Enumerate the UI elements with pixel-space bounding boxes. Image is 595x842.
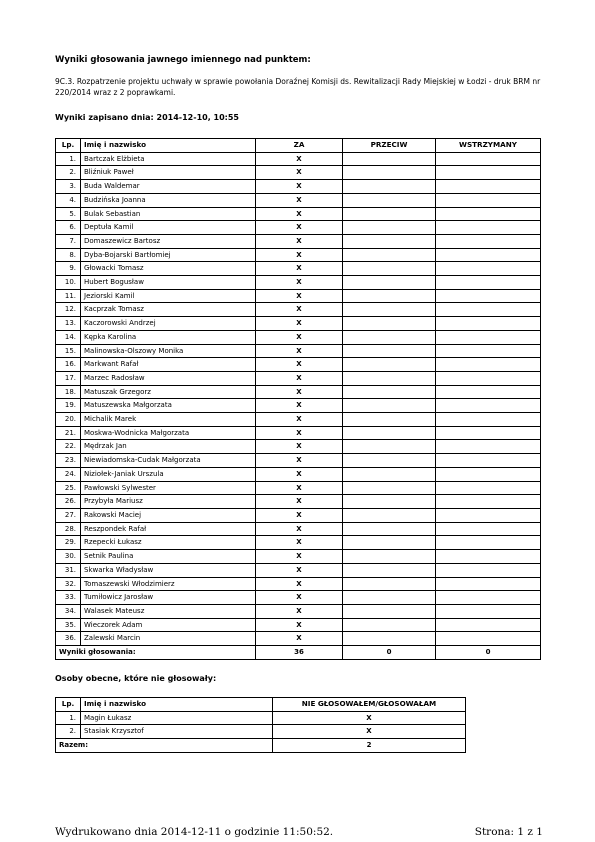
table-row	[56, 303, 541, 317]
row-wstrzymany	[436, 262, 541, 276]
row-przeciw	[343, 385, 436, 399]
row-lp: 13.	[56, 317, 81, 331]
table-row	[56, 166, 541, 180]
row-za-mark: X	[256, 371, 343, 385]
row-za-mark: X	[256, 385, 343, 399]
table-row	[56, 467, 541, 481]
row-wstrzymany	[436, 481, 541, 495]
row-za-mark: X	[256, 454, 343, 468]
row-name: Dyba-Bojarski Bartłomiej	[81, 248, 256, 262]
row-wstrzymany	[436, 234, 541, 248]
row-przeciw	[343, 481, 436, 495]
table-row	[56, 180, 541, 194]
row-za-mark: X	[256, 166, 343, 180]
row-przeciw	[343, 234, 436, 248]
row-lp: 15.	[56, 344, 81, 358]
row-wstrzymany	[436, 399, 541, 413]
header-lp: Lp.	[56, 139, 81, 153]
row-name: Bulak Sebastian	[81, 207, 256, 221]
row-lp: 29.	[56, 536, 81, 550]
absent-summary-value: 2	[273, 739, 466, 753]
row-lp: 14.	[56, 330, 81, 344]
votes-summary-row	[56, 646, 541, 660]
row-za-mark: X	[256, 289, 343, 303]
row-za-mark: X	[256, 262, 343, 276]
row-przeciw	[343, 248, 436, 262]
table-row	[56, 289, 541, 303]
row-przeciw	[343, 344, 436, 358]
row-przeciw	[343, 399, 436, 413]
row-za-mark: X	[256, 358, 343, 372]
absent-header-name: Imię i nazwisko	[81, 698, 273, 712]
table-row	[56, 440, 541, 454]
row-wstrzymany	[436, 166, 541, 180]
row-wstrzymany	[436, 371, 541, 385]
table-row	[56, 221, 541, 235]
row-za-mark: X	[256, 413, 343, 427]
row-lp: 35.	[56, 618, 81, 632]
row-wstrzymany	[436, 454, 541, 468]
row-za-mark: X	[256, 399, 343, 413]
row-przeciw	[343, 632, 436, 646]
row-przeciw	[343, 508, 436, 522]
table-row	[56, 276, 541, 290]
row-wstrzymany	[436, 522, 541, 536]
row-lp: 28.	[56, 522, 81, 536]
row-wstrzymany	[436, 385, 541, 399]
page-number: Strona: 1 z 1	[474, 826, 543, 838]
row-wstrzymany	[436, 303, 541, 317]
row-przeciw	[343, 536, 436, 550]
row-wstrzymany	[436, 440, 541, 454]
row-wstrzymany	[436, 495, 541, 509]
row-wstrzymany	[436, 330, 541, 344]
row-przeciw	[343, 358, 436, 372]
row-lp: 3.	[56, 180, 81, 194]
table-row	[56, 632, 541, 646]
absent-summary-row	[56, 739, 466, 753]
row-name: Rakowski Maciej	[81, 508, 256, 522]
row-name: Markwant Rafał	[81, 358, 256, 372]
row-name: Kępka Karolina	[81, 330, 256, 344]
row-name: Rzepecki Łukasz	[81, 536, 256, 550]
row-za-mark: X	[256, 303, 343, 317]
row-przeciw	[343, 467, 436, 481]
row-lp: 2.	[56, 166, 81, 180]
row-przeciw	[343, 371, 436, 385]
row-wstrzymany	[436, 550, 541, 564]
row-lp: 19.	[56, 399, 81, 413]
table-row	[56, 234, 541, 248]
row-lp: 27.	[56, 508, 81, 522]
row-za-mark: X	[256, 317, 343, 331]
table-row	[56, 413, 541, 427]
row-wstrzymany	[436, 413, 541, 427]
row-za-mark: X	[256, 467, 343, 481]
row-name: Reszpondek Rafał	[81, 522, 256, 536]
row-name: Marzec Radosław	[81, 371, 256, 385]
row-lp: 11.	[56, 289, 81, 303]
row-name: Walasek Mateusz	[81, 604, 256, 618]
header-przeciw: PRZECIW	[343, 139, 436, 153]
row-przeciw	[343, 221, 436, 235]
row-przeciw	[343, 495, 436, 509]
row-przeciw	[343, 440, 436, 454]
row-name: Wieczorek Adam	[81, 618, 256, 632]
row-przeciw	[343, 289, 436, 303]
header-name: Imię i nazwisko	[81, 139, 256, 153]
table-row	[56, 591, 541, 605]
row-przeciw	[343, 426, 436, 440]
row-not-voted-mark: X	[273, 725, 466, 739]
table-row	[56, 358, 541, 372]
row-przeciw	[343, 193, 436, 207]
votes-table	[55, 138, 541, 660]
table-row	[56, 248, 541, 262]
votes-summary-za: 36	[256, 646, 343, 660]
row-wstrzymany	[436, 289, 541, 303]
row-wstrzymany	[436, 591, 541, 605]
row-za-mark: X	[256, 207, 343, 221]
row-przeciw	[343, 604, 436, 618]
table-row	[56, 399, 541, 413]
row-przeciw	[343, 207, 436, 221]
row-przeciw	[343, 550, 436, 564]
row-za-mark: X	[256, 330, 343, 344]
row-przeciw	[343, 180, 436, 194]
row-wstrzymany	[436, 317, 541, 331]
row-lp: 25.	[56, 481, 81, 495]
row-za-mark: X	[256, 481, 343, 495]
row-lp: 34.	[56, 604, 81, 618]
row-lp: 9.	[56, 262, 81, 276]
table-row	[56, 711, 466, 725]
row-za-mark: X	[256, 426, 343, 440]
row-przeciw	[343, 413, 436, 427]
table-row	[56, 550, 541, 564]
row-name: Skwarka Władysław	[81, 563, 256, 577]
absent-table-header	[56, 698, 466, 712]
row-lp: 4.	[56, 193, 81, 207]
row-za-mark: X	[256, 508, 343, 522]
table-row	[56, 454, 541, 468]
row-przeciw	[343, 563, 436, 577]
row-za-mark: X	[256, 522, 343, 536]
row-za-mark: X	[256, 618, 343, 632]
row-name: Kacprzak Tomasz	[81, 303, 256, 317]
row-name: Matuszewska Małgorzata	[81, 399, 256, 413]
row-name: Matuszak Grzegorz	[81, 385, 256, 399]
row-name: Tomaszewski Włodzimierz	[81, 577, 256, 591]
row-wstrzymany	[436, 344, 541, 358]
table-row	[56, 604, 541, 618]
row-name: Przybyła Mariusz	[81, 495, 256, 509]
row-przeciw	[343, 152, 436, 166]
row-lp: 33.	[56, 591, 81, 605]
row-name: Hubert Bogusław	[81, 276, 256, 290]
row-name: Mędrzak Jan	[81, 440, 256, 454]
absent-header-not-voted: NIE GŁOSOWAŁEM/GŁOSOWAŁAM	[273, 698, 466, 712]
table-row	[56, 426, 541, 440]
row-lp: 16.	[56, 358, 81, 372]
row-name: Setnik Paulina	[81, 550, 256, 564]
row-name: Budzińska Joanna	[81, 193, 256, 207]
row-not-voted-mark: X	[273, 711, 466, 725]
row-wstrzymany	[436, 358, 541, 372]
row-name: Jeziorski Kamil	[81, 289, 256, 303]
row-wstrzymany	[436, 577, 541, 591]
header-wstrzymany: WSTRZYMANY	[436, 139, 541, 153]
row-lp: 23.	[56, 454, 81, 468]
row-za-mark: X	[256, 495, 343, 509]
row-wstrzymany	[436, 563, 541, 577]
row-przeciw	[343, 276, 436, 290]
table-row	[56, 262, 541, 276]
votes-summary-label: Wyniki głosowania:	[56, 646, 256, 660]
row-lp: 31.	[56, 563, 81, 577]
row-lp: 2.	[56, 725, 81, 739]
votes-summary-przeciw: 0	[343, 646, 436, 660]
row-wstrzymany	[436, 193, 541, 207]
table-row	[56, 563, 541, 577]
row-wstrzymany	[436, 632, 541, 646]
row-za-mark: X	[256, 577, 343, 591]
row-za-mark: X	[256, 632, 343, 646]
row-wstrzymany	[436, 152, 541, 166]
row-przeciw	[343, 330, 436, 344]
row-lp: 22.	[56, 440, 81, 454]
votes-summary-wstrzymany: 0	[436, 646, 541, 660]
table-row	[56, 385, 541, 399]
row-name: Głowacki Tomasz	[81, 262, 256, 276]
row-name: Pawłowski Sylwester	[81, 481, 256, 495]
row-za-mark: X	[256, 604, 343, 618]
row-name: Buda Waldemar	[81, 180, 256, 194]
table-row	[56, 495, 541, 509]
row-name: Bartczak Elżbieta	[81, 152, 256, 166]
row-wstrzymany	[436, 248, 541, 262]
row-wstrzymany	[436, 426, 541, 440]
row-lp: 10.	[56, 276, 81, 290]
row-wstrzymany	[436, 618, 541, 632]
row-lp: 17.	[56, 371, 81, 385]
row-name: Niziołek-Janiak Urszula	[81, 467, 256, 481]
row-przeciw	[343, 454, 436, 468]
table-row	[56, 344, 541, 358]
row-za-mark: X	[256, 193, 343, 207]
row-przeciw	[343, 303, 436, 317]
row-za-mark: X	[256, 536, 343, 550]
absent-heading: Osoby obecne, które nie głosowały:	[55, 674, 217, 683]
row-lp: 26.	[56, 495, 81, 509]
row-lp: 20.	[56, 413, 81, 427]
table-row	[56, 207, 541, 221]
table-row	[56, 508, 541, 522]
row-lp: 36.	[56, 632, 81, 646]
row-name: Tumiłowicz Jarosław	[81, 591, 256, 605]
row-lp: 1.	[56, 711, 81, 725]
row-przeciw	[343, 317, 436, 331]
row-lp: 5.	[56, 207, 81, 221]
row-lp: 24.	[56, 467, 81, 481]
table-row	[56, 330, 541, 344]
table-row	[56, 725, 466, 739]
row-name: Kaczorowski Andrzej	[81, 317, 256, 331]
row-za-mark: X	[256, 440, 343, 454]
row-lp: 8.	[56, 248, 81, 262]
row-name: Niewiadomska-Cudak Małgorzata	[81, 454, 256, 468]
row-wstrzymany	[436, 180, 541, 194]
row-przeciw	[343, 591, 436, 605]
absent-table	[55, 697, 466, 753]
row-wstrzymany	[436, 508, 541, 522]
row-lp: 18.	[56, 385, 81, 399]
results-timestamp: Wyniki zapisano dnia: 2014-12-10, 10:55	[55, 113, 239, 122]
row-name: Stasiak Krzysztof	[81, 725, 273, 739]
row-lp: 32.	[56, 577, 81, 591]
row-za-mark: X	[256, 563, 343, 577]
row-wstrzymany	[436, 207, 541, 221]
row-name: Deptuła Kamil	[81, 221, 256, 235]
row-przeciw	[343, 577, 436, 591]
row-name: Bliźniuk Paweł	[81, 166, 256, 180]
row-przeciw	[343, 166, 436, 180]
agenda-item-description: 9C.3. Rozpatrzenie projektu uchwały w sprawie powołania Doraźnej Komisji ds. Rewitalizacji Rady Miejskiej w Łodzi - druk BRM nr 220/2014 wraz z 2 poprawkami.	[55, 77, 541, 97]
row-wstrzymany	[436, 221, 541, 235]
row-za-mark: X	[256, 234, 343, 248]
absent-summary-label: Razem:	[56, 739, 273, 753]
table-row	[56, 618, 541, 632]
row-za-mark: X	[256, 276, 343, 290]
row-lp: 21.	[56, 426, 81, 440]
table-row	[56, 522, 541, 536]
table-row	[56, 317, 541, 331]
row-name: Malinowska-Olszowy Monika	[81, 344, 256, 358]
row-za-mark: X	[256, 221, 343, 235]
row-za-mark: X	[256, 591, 343, 605]
row-za-mark: X	[256, 344, 343, 358]
row-za-mark: X	[256, 550, 343, 564]
row-przeciw	[343, 522, 436, 536]
table-row	[56, 193, 541, 207]
row-wstrzymany	[436, 467, 541, 481]
row-name: Moskwa-Wodnicka Małgorzata	[81, 426, 256, 440]
row-za-mark: X	[256, 248, 343, 262]
table-row	[56, 536, 541, 550]
row-za-mark: X	[256, 180, 343, 194]
table-row	[56, 371, 541, 385]
document-heading: Wyniki głosowania jawnego imiennego nad punktem:	[55, 55, 311, 65]
table-row	[56, 481, 541, 495]
absent-header-lp: Lp.	[56, 698, 81, 712]
row-lp: 1.	[56, 152, 81, 166]
row-wstrzymany	[436, 276, 541, 290]
row-wstrzymany	[436, 536, 541, 550]
row-za-mark: X	[256, 152, 343, 166]
table-row	[56, 152, 541, 166]
row-lp: 30.	[56, 550, 81, 564]
row-lp: 6.	[56, 221, 81, 235]
row-przeciw	[343, 262, 436, 276]
row-lp: 7.	[56, 234, 81, 248]
print-date: Wydrukowano dnia 2014-12-11 o godzinie 11:50:52.	[55, 826, 334, 838]
votes-table-header	[56, 139, 541, 153]
row-name: Michalik Marek	[81, 413, 256, 427]
row-wstrzymany	[436, 604, 541, 618]
row-name: Zalewski Marcin	[81, 632, 256, 646]
row-name: Domaszewicz Bartosz	[81, 234, 256, 248]
row-przeciw	[343, 618, 436, 632]
row-name: Magin Łukasz	[81, 711, 273, 725]
row-lp: 12.	[56, 303, 81, 317]
header-za: ZA	[256, 139, 343, 153]
table-row	[56, 577, 541, 591]
